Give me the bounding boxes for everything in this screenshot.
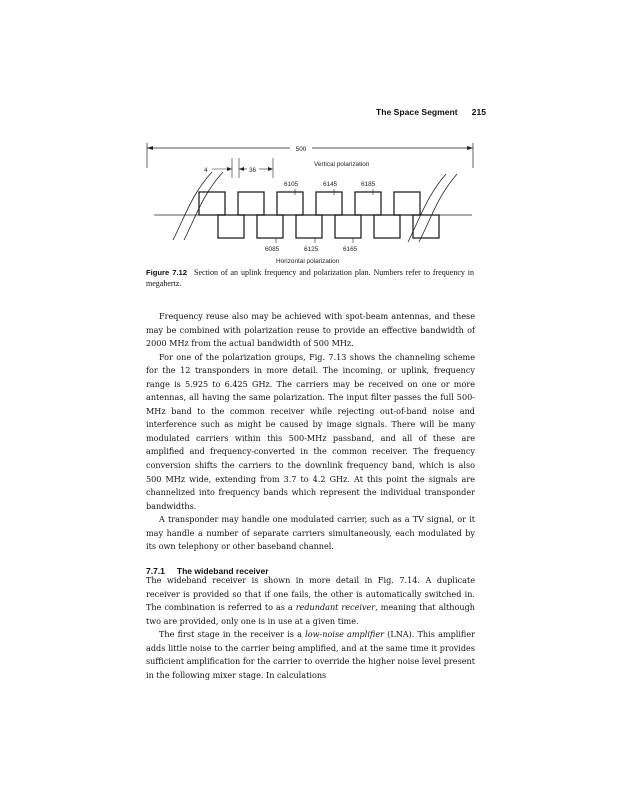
paragraph-2: For one of the polarization groups, Fig. 7.13 shows the channeling scheme for the 12 transponders in more detail. The incoming, or uplink, frequency range is 5.925 to 6.425 GHz. The carriers may be received on one or more antennas, all having the same polarization. The input filter passes the full 500-MHz band to the common receiver while rejecting out-of-band noise and interference such as might be caused by image signals. There will be many modulated carriers within this 500-MHz passband, and all of these are amplified and frequency-converted in the common receiver. The frequency conversion shifts the carriers to the downlink frequency band, which is also 500 MHz wide, extending from 3.7 to 4.2 GHz. At this point the signals are channelized into frequency bands which represent the individual transponder bandwidths. — [146, 351, 475, 511]
break-marks — [173, 172, 457, 242]
bandwidth-arrow-left — [147, 146, 153, 150]
figure-caption — [146, 268, 474, 289]
vertical-freq-1: 6105 — [284, 181, 299, 188]
paragraph-5-text-a: The first stage in the receiver is a — [159, 629, 306, 640]
horizontal-freq-2: 6125 — [304, 246, 319, 253]
paragraph-5-text-b: (LNA). This amplifier adds little noise to the carrier being amplified, and at the same time it provides sufficient amplification for the carrier to override the higher noise level present in the following mixer stage. In calculations — [146, 629, 475, 680]
figure-caption-label: Figure 7.12 — [146, 268, 188, 277]
spacing-label: 36 — [249, 167, 257, 174]
body-text-upper — [146, 310, 475, 554]
horizontal-channel-boxes — [218, 215, 439, 238]
polarization-plan-diagram — [146, 132, 476, 264]
paragraph-4-emphasis: redundant receiver — [295, 602, 376, 613]
running-title: The Space Segment — [376, 107, 458, 117]
body-text-lower — [146, 574, 475, 682]
paragraph-4-text-a: The wideband receiver is shown in more detail in Fig. 7.14. A duplicate receiver is provided so that if one fails, the other is automatically switched in. The combination is referred to as a — [146, 575, 475, 613]
horizontal-freq-3: 6165 — [343, 246, 358, 253]
horizontal-freq-1: 6085 — [265, 246, 280, 253]
bandwidth-arrow-right — [467, 146, 473, 150]
guard-band-label: 4 — [204, 167, 208, 174]
page-number: 215 — [471, 107, 487, 117]
paragraph-1: Frequency reuse also may be achieved with spot-beam antennas, and these may be combined with polarization reuse to provide an effective bandwidth of 2000 MHz from the actual bandwidth of 500 MHz. — [146, 311, 475, 349]
figure-7-12 — [146, 132, 476, 264]
paragraph-5 — [146, 628, 475, 682]
vertical-channel-boxes — [199, 192, 420, 215]
section-number: 7.7.1 — [146, 566, 165, 576]
figure-caption-text: Section of an uplink frequency and polarization plan. Numbers refer to frequency in megahertz. — [146, 268, 475, 288]
section-title: The wideband receiver — [176, 566, 269, 576]
paragraph-5-emphasis: low-noise amplifier — [305, 629, 384, 640]
horizontal-polarization-label: Horizontal polarization — [276, 258, 340, 264]
running-header — [376, 107, 486, 117]
bandwidth-label: 500 — [295, 146, 307, 153]
paragraph-4 — [146, 574, 475, 628]
vertical-freq-3: 6185 — [361, 181, 376, 188]
paragraph-3: A transponder may handle one modulated carrier, such as a TV signal, or it may handle a number of separate carriers simultaneously, each modulated by its own telephony or other baseband channel. — [146, 514, 475, 552]
paragraph-4-text-b: , meaning that although two are provided, only one is in use at a given time. — [146, 602, 475, 626]
vertical-polarization-label: Vertical polarization — [314, 161, 370, 168]
vertical-freq-2: 6145 — [323, 181, 338, 188]
